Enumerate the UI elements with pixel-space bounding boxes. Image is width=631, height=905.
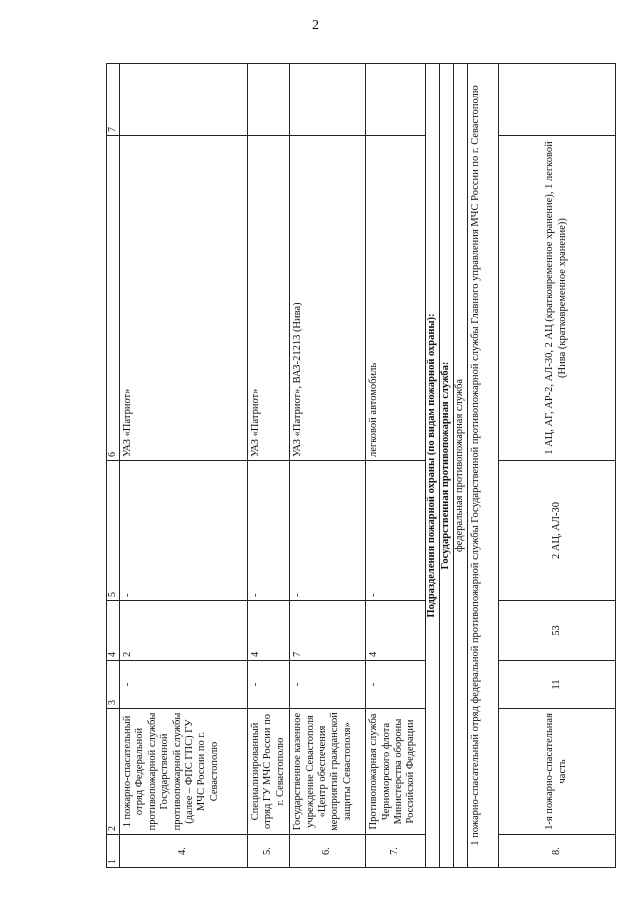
column-number-row: [107, 64, 120, 868]
cell-col3: 11: [498, 661, 616, 709]
row-number: 8.: [498, 835, 616, 868]
cell-col6: УАЗ «Патриот»: [248, 136, 290, 461]
col-num-6: 6: [107, 136, 120, 461]
cell-col4: 53: [498, 601, 616, 661]
cell-col7: [248, 64, 290, 136]
unit-name: Противопожарная служба Черноморского флота Министерства обороны Российской Федерации: [366, 709, 426, 835]
col-num-1: 1: [107, 835, 120, 868]
table-row: [290, 64, 366, 868]
fire-units-table: [106, 63, 616, 868]
section-title: Подразделения пожарной охраны (по видам пожарной охраны):: [426, 64, 440, 868]
section-row: [426, 64, 440, 868]
col-num-2: 2: [107, 709, 120, 835]
cell-col6: легковой автомобиль: [366, 136, 426, 461]
cell-col5: -: [290, 461, 366, 601]
table-row: [248, 64, 290, 868]
table-row: [366, 64, 426, 868]
cell-col4: 7: [290, 601, 366, 661]
unit-name: Государственное казенное учреждение Севастополя «Центр обеспечения мероприятий гражданской защиты Севастополя»: [290, 709, 366, 835]
unit-name: 1 пожарно-спасательный отряд Федеральной противопожарной службы Государственной противопожарной службы (далее – ФПС ГПС) ГУ МЧС России по г. Севастополю: [120, 709, 248, 835]
cell-col4: 2: [120, 601, 248, 661]
col-num-4: 4: [107, 601, 120, 661]
cell-col5: -: [248, 461, 290, 601]
row-number: 5.: [248, 835, 290, 868]
unit-title-row: [467, 64, 498, 868]
row-number: 7.: [366, 835, 426, 868]
unit-title: 1 пожарно-спасательный отряд федеральной противопожарной службы Государственной противопожарной службы Главного управления МЧС России по г. Севастополю: [467, 64, 498, 868]
cell-col3: -: [366, 661, 426, 709]
col-num-5: 5: [107, 461, 120, 601]
col-num-3: 3: [107, 661, 120, 709]
subsection-title: Государственная противопожарная служба:: [440, 64, 454, 868]
cell-col6: УАЗ «Патриот», ВАЗ-21213 (Нива): [290, 136, 366, 461]
cell-col6: УАЗ «Патриот»: [120, 136, 248, 461]
cell-col5: -: [366, 461, 426, 601]
row-number: 6.: [290, 835, 366, 868]
cell-col6: 1 АЦ, АГ, АР-2, АЛ-30, 2 АЦ (кратковременное хранение), 1 легковой (Нива (кратковременное хранение)): [498, 136, 616, 461]
cell-col3: -: [290, 661, 366, 709]
page-number: 2: [312, 18, 319, 33]
cell-col4: 4: [366, 601, 426, 661]
subsubsection-row: [454, 64, 467, 868]
cell-col3: -: [248, 661, 290, 709]
unit-name: 1-я пожарно-спасательная часть: [498, 709, 616, 835]
cell-col5: -: [120, 461, 248, 601]
cell-col7: [120, 64, 248, 136]
cell-col7: [498, 64, 616, 136]
table-row: [498, 64, 616, 868]
cell-col7: [366, 64, 426, 136]
unit-name: Специализированный отряд ГУ МЧС России по г. Севастополю: [248, 709, 290, 835]
row-number: 4.: [120, 835, 248, 868]
rotated-table-container: [106, 64, 616, 868]
col-num-7: 7: [107, 64, 120, 136]
cell-col3: -: [120, 661, 248, 709]
cell-col5: 2 АЦ, АЛ-30: [498, 461, 616, 601]
subsection-row: [440, 64, 454, 868]
cell-col4: 4: [248, 601, 290, 661]
table-row: [120, 64, 248, 868]
cell-col7: [290, 64, 366, 136]
subsubsection-title: федеральная противопожарная служба: [454, 64, 467, 868]
